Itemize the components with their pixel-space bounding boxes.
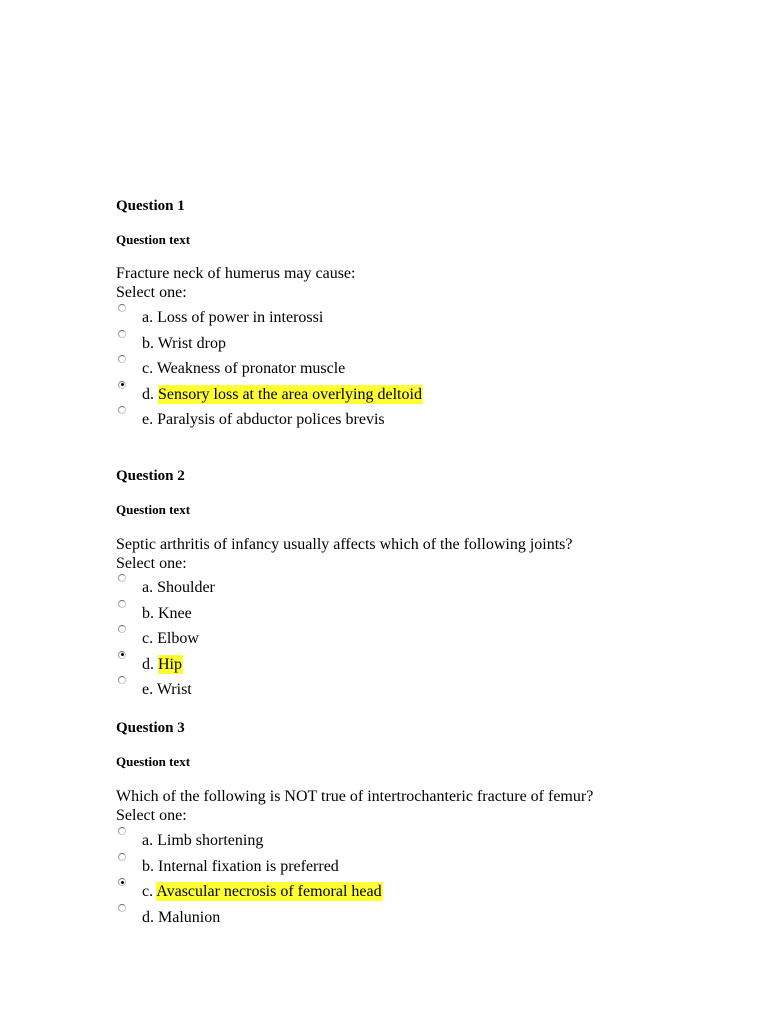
option-letter: b. [142, 604, 154, 622]
option-label[interactable] [142, 308, 323, 327]
option-text: Loss of power in interossi [157, 309, 324, 326]
radio-button-icon[interactable] [118, 676, 126, 684]
option-letter: c. [142, 630, 154, 647]
option-b[interactable] [116, 604, 736, 630]
option-text: Wrist drop [157, 334, 226, 352]
radio-button-icon[interactable] [118, 625, 126, 633]
option-e[interactable] [116, 410, 736, 436]
option-d[interactable] [116, 655, 736, 681]
option-c[interactable] [116, 882, 736, 908]
question-prompt: Fracture neck of humerus may cause: [116, 265, 356, 282]
option-d[interactable] [116, 908, 736, 934]
option-letter: b. [142, 857, 154, 875]
option-label[interactable] [142, 908, 220, 927]
radio-button-icon[interactable] [118, 330, 126, 338]
option-label[interactable] [142, 629, 199, 648]
select-one-label: Select one: [116, 284, 187, 301]
radio-button-icon[interactable] [118, 355, 126, 363]
question-prompt: Septic arthritis of infancy usually affects which of the following joints? [116, 536, 573, 553]
radio-button-icon[interactable] [118, 827, 126, 835]
options-list [116, 831, 736, 933]
option-letter: a. [142, 309, 154, 326]
radio-button-icon[interactable] [118, 904, 126, 912]
radio-button-icon[interactable] [118, 600, 126, 608]
option-text: Knee [158, 604, 192, 622]
select-one-label: Select one: [116, 807, 187, 824]
question-title: Question 2 [116, 468, 185, 484]
option-letter: d. [142, 908, 154, 926]
option-letter: b. [142, 334, 154, 352]
option-e[interactable] [116, 680, 736, 706]
option-label[interactable] [142, 655, 183, 674]
question-prompt: Which of the following is NOT true of intertrochanteric fracture of femur? [116, 788, 594, 805]
question-2 [116, 467, 736, 698]
radio-button-icon[interactable] [118, 304, 126, 312]
question-subtitle: Question text [116, 754, 191, 769]
option-text: Elbow [157, 630, 199, 647]
radio-button-icon[interactable] [118, 406, 126, 414]
option-text: Weakness of pronator muscle [156, 360, 346, 377]
option-letter: a. [142, 579, 154, 596]
question-1 [116, 197, 736, 428]
option-letter: e. [142, 411, 154, 428]
option-a[interactable] [116, 308, 736, 334]
radio-button-icon[interactable] [118, 574, 126, 582]
option-text: Wrist [156, 681, 192, 698]
option-letter: a. [142, 832, 154, 849]
option-label[interactable] [142, 385, 423, 404]
option-text: Internal fixation is preferred [158, 857, 339, 875]
radio-button-icon[interactable] [118, 651, 126, 659]
option-label[interactable] [142, 680, 192, 699]
option-letter: c. [142, 360, 154, 377]
options-list [116, 578, 736, 706]
option-letter: d. [142, 385, 154, 403]
option-c[interactable] [116, 629, 736, 655]
option-label[interactable] [142, 604, 192, 623]
option-text: Malunion [158, 908, 221, 926]
option-label[interactable] [142, 831, 263, 850]
option-label[interactable] [142, 857, 339, 876]
option-text: Limb shortening [157, 832, 264, 849]
option-d[interactable] [116, 385, 736, 411]
option-letter: e. [142, 681, 154, 698]
option-b[interactable] [116, 334, 736, 360]
options-list [116, 308, 736, 436]
option-a[interactable] [116, 578, 736, 604]
radio-button-icon[interactable] [118, 381, 126, 389]
option-letter: d. [142, 655, 154, 673]
option-text: Shoulder [157, 579, 215, 596]
option-text: Paralysis of abductor polices brevis [157, 411, 385, 428]
option-text: Hip [158, 655, 182, 673]
option-a[interactable] [116, 831, 736, 857]
option-letter: c. [142, 883, 154, 900]
option-text: Avascular necrosis of femoral head [156, 883, 382, 900]
radio-button-icon[interactable] [118, 853, 126, 861]
option-label[interactable] [142, 334, 226, 353]
option-label[interactable] [142, 410, 385, 429]
option-label[interactable] [142, 882, 383, 901]
question-subtitle: Question text [116, 232, 191, 247]
option-label[interactable] [142, 359, 345, 378]
select-one-label: Select one: [116, 555, 187, 572]
question-title: Question 3 [116, 720, 185, 736]
question-subtitle: Question text [116, 502, 191, 517]
question-title: Question 1 [116, 198, 185, 214]
option-text: Sensory loss at the area overlying deltoid [158, 385, 422, 403]
radio-button-icon[interactable] [118, 878, 126, 886]
option-b[interactable] [116, 857, 736, 883]
option-label[interactable] [142, 578, 215, 597]
option-c[interactable] [116, 359, 736, 385]
question-3 [116, 719, 736, 926]
